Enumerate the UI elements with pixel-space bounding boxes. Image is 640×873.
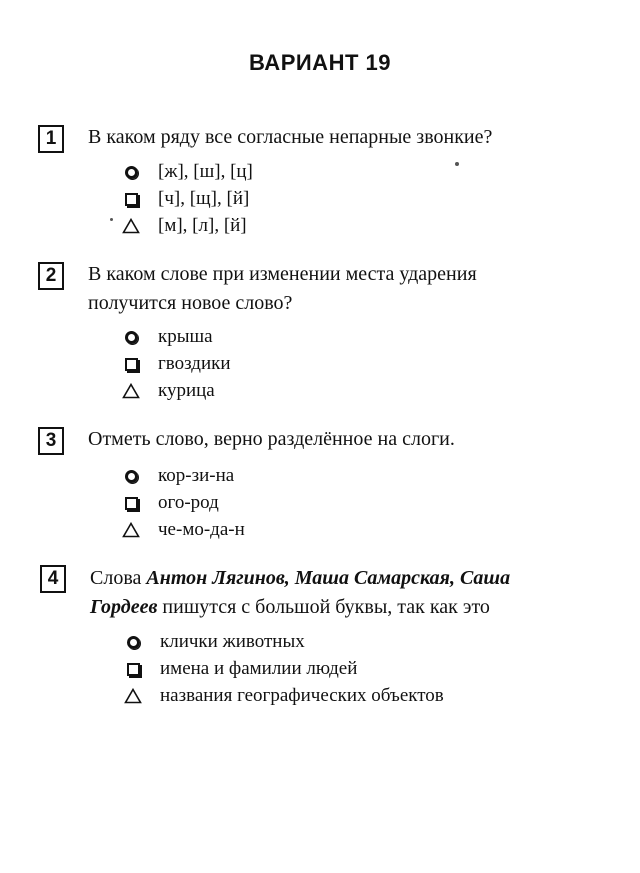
question-4-option-1[interactable] [122, 630, 305, 654]
question-1-option-1[interactable] [120, 160, 253, 184]
question-text-4-prefix: Слова [90, 567, 147, 589]
triangle-icon [120, 519, 142, 541]
question-4-option-2[interactable] [122, 657, 357, 681]
question-text-4-names-cont: Гордеев [90, 596, 158, 618]
circle-icon [122, 631, 144, 653]
circle-icon [120, 161, 142, 183]
option-label: крыша [158, 326, 213, 347]
option-label: имена и фамилии людей [160, 658, 358, 679]
option-label: че-мо-да-н [158, 519, 245, 540]
scan-speck [455, 162, 459, 166]
question-text-3: Отметь слово, верно разделённое на слоги. [88, 428, 455, 450]
triangle-icon [120, 380, 142, 402]
option-label: [м], [л], [й] [158, 215, 247, 236]
page-title: ВАРИАНТ 19 [249, 50, 391, 75]
circle-icon [120, 326, 142, 348]
question-text-4-names: Антон Лягинов, Маша Самарская, Саша [146, 567, 511, 589]
question-3-option-3[interactable] [120, 518, 245, 542]
question-2-option-3[interactable] [120, 379, 215, 403]
option-label: кор-зи-на [158, 465, 235, 486]
option-label: клички животных [160, 631, 305, 652]
triangle-icon [120, 215, 142, 237]
question-number-2: 2 [38, 262, 64, 290]
question-number-3: 3 [38, 427, 64, 455]
question-text-4-suffix: пишутся с большой буквы, так как это [157, 596, 490, 618]
question-4-option-3[interactable] [122, 684, 444, 708]
option-label: [ч], [щ], [й] [158, 188, 250, 209]
question-number-4: 4 [40, 565, 66, 593]
question-1-option-2[interactable] [120, 187, 249, 211]
question-2-option-1[interactable] [120, 325, 213, 349]
question-text-2-line-1: В каком слове при изменении места ударения [88, 263, 477, 285]
question-1-option-3[interactable] [120, 214, 247, 238]
question-number-1: 1 [38, 125, 64, 153]
option-label: названия географических объектов [160, 685, 444, 706]
option-label: гвоздики [158, 353, 231, 374]
square-icon [120, 188, 142, 210]
square-icon [120, 353, 142, 375]
question-text-4-line-2 [90, 592, 490, 622]
triangle-icon [122, 685, 144, 707]
question-text-1: В каком ряду все согласные непарные звонкие? [88, 126, 493, 148]
scan-speck [110, 218, 113, 221]
option-label: ого-род [158, 492, 219, 513]
circle-icon [120, 465, 142, 487]
question-text-4-line-1 [90, 563, 510, 593]
square-icon [120, 492, 142, 514]
square-icon [122, 658, 144, 680]
question-text-2-line-2: получится новое слово? [88, 292, 293, 314]
option-label: [ж], [ш], [ц] [158, 161, 253, 182]
question-3-option-1[interactable] [120, 464, 234, 488]
option-label: курица [158, 380, 215, 401]
question-3-option-2[interactable] [120, 491, 219, 515]
question-2-option-2[interactable] [120, 352, 231, 376]
